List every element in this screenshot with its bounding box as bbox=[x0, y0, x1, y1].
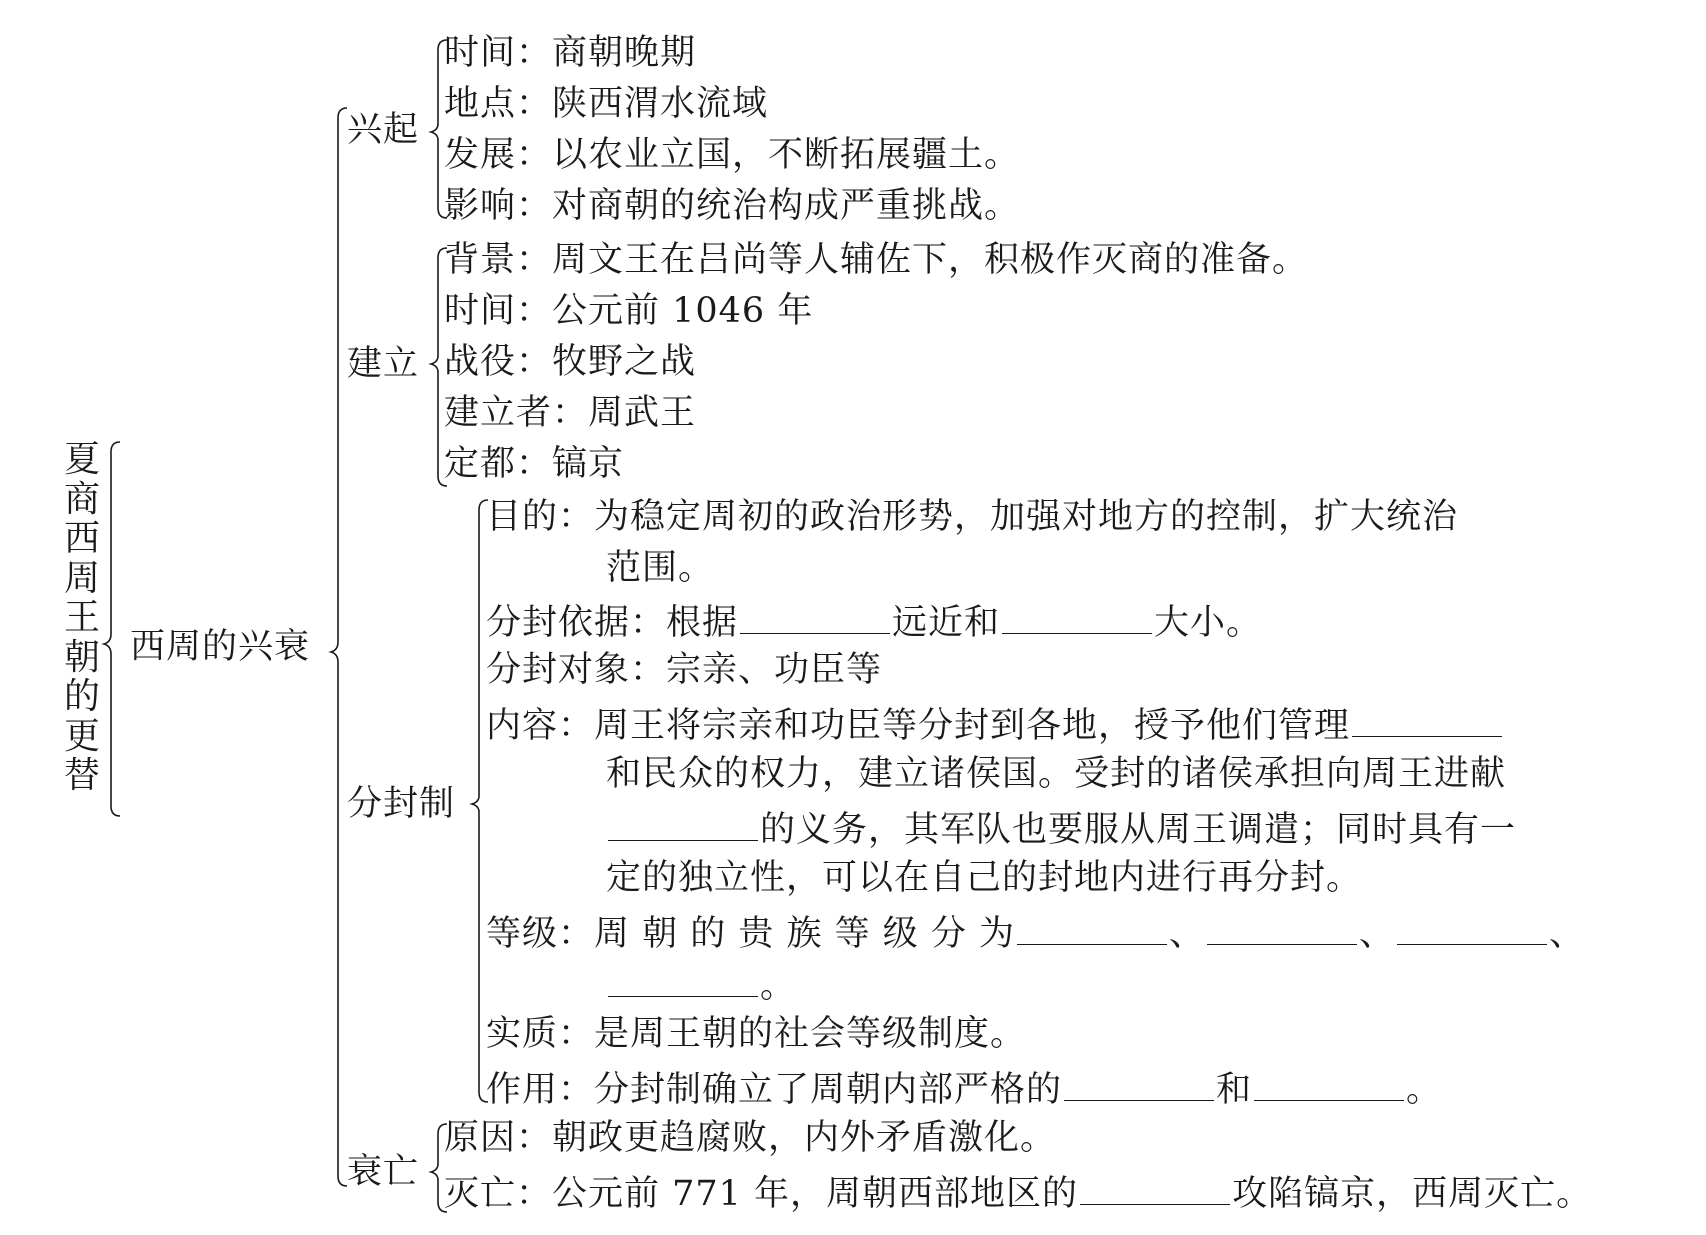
fall-suffix: 攻陷镐京，西周灭亡。 bbox=[1232, 1174, 1593, 1214]
basis-line bbox=[486, 597, 1262, 645]
purpose-line-2: 范围。 bbox=[606, 548, 715, 588]
blank-effect-1[interactable] bbox=[1064, 1064, 1214, 1101]
root-title: 夏商西周王朝的更替 bbox=[63, 439, 100, 796]
blank-fall[interactable] bbox=[1080, 1168, 1230, 1205]
founding-founder: 建立者：周武王 bbox=[444, 393, 697, 433]
content-prefix: 内容：周王将宗亲和功臣等分封到各地，授予他们管理 bbox=[486, 706, 1351, 746]
fall-prefix: 灭亡：公元前 771 年，周朝西部地区的 bbox=[444, 1174, 1079, 1214]
blank-rank-2[interactable] bbox=[1207, 908, 1357, 945]
bracket-topic bbox=[331, 108, 347, 1186]
basis-end: 大小。 bbox=[1154, 603, 1263, 643]
content-line-1 bbox=[486, 700, 1504, 748]
blank-effect-2[interactable] bbox=[1254, 1064, 1404, 1101]
basis-mid: 远近和 bbox=[892, 603, 1001, 643]
content-line-3 bbox=[606, 804, 1516, 852]
content-line-3-text: 的义务，其军队也要服从周王调遣；同时具有一 bbox=[760, 810, 1517, 850]
bracket-root bbox=[104, 442, 120, 816]
fengjian-label: 分封制 bbox=[347, 784, 456, 824]
rank-period: 。 bbox=[760, 966, 797, 1006]
rise-development: 发展：以农业立国，不断拓展疆土。 bbox=[444, 135, 1021, 175]
content-line-2: 和民众的权力，建立诸侯国。受封的诸侯承担向周王进献 bbox=[606, 754, 1507, 794]
blank-rank-4[interactable] bbox=[608, 960, 758, 997]
rank-prefix: 等级：周 朝 的 贵 族 等 级 分 为 bbox=[486, 914, 1016, 954]
effect-prefix: 作用：分封制确立了周朝内部严格的 bbox=[486, 1070, 1063, 1110]
rank-line-2 bbox=[606, 960, 796, 1008]
rank-sep-1: 、 bbox=[1169, 914, 1206, 954]
blank-rank-3[interactable] bbox=[1397, 908, 1547, 945]
rise-label: 兴起 bbox=[347, 110, 420, 150]
decline-fall bbox=[444, 1168, 1592, 1216]
rank-line-1 bbox=[486, 908, 1585, 956]
essence-line: 实质：是周王朝的社会等级制度。 bbox=[486, 1014, 1027, 1054]
rise-place: 地点：陕西渭水流域 bbox=[444, 84, 769, 124]
blank-content-1[interactable] bbox=[1352, 700, 1502, 737]
effect-line bbox=[486, 1064, 1442, 1112]
rank-sep-3: 、 bbox=[1549, 914, 1586, 954]
founding-label: 建立 bbox=[347, 344, 420, 384]
decline-label: 衰亡 bbox=[347, 1152, 420, 1192]
rank-sep-2: 、 bbox=[1359, 914, 1396, 954]
rise-time: 时间：商朝晚期 bbox=[444, 33, 697, 73]
founding-background: 背景：周文王在吕尚等人辅佐下，积极作灭商的准备。 bbox=[444, 240, 1309, 280]
blank-basis-1[interactable] bbox=[740, 597, 890, 634]
blank-rank-1[interactable] bbox=[1017, 908, 1167, 945]
topic-title: 西周的兴衰 bbox=[130, 627, 311, 667]
founding-time: 时间：公元前 1046 年 bbox=[444, 291, 814, 331]
founding-battle: 战役：牧野之战 bbox=[444, 342, 697, 382]
effect-mid: 和 bbox=[1216, 1070, 1253, 1110]
basis-prefix: 分封依据：根据 bbox=[486, 603, 739, 643]
founding-capital: 定都：镐京 bbox=[444, 444, 625, 484]
content-line-4: 定的独立性，可以在自己的封地内进行再分封。 bbox=[606, 858, 1363, 898]
objects-line: 分封对象：宗亲、功臣等 bbox=[486, 650, 883, 690]
purpose-line-1: 目的：为稳定周初的政治形势，加强对地方的控制，扩大统治 bbox=[486, 497, 1459, 537]
blank-content-2[interactable] bbox=[608, 804, 758, 841]
blank-basis-2[interactable] bbox=[1002, 597, 1152, 634]
effect-period: 。 bbox=[1406, 1070, 1443, 1110]
rise-impact: 影响：对商朝的统治构成严重挑战。 bbox=[444, 186, 1021, 226]
decline-cause: 原因：朝政更趋腐败，内外矛盾激化。 bbox=[444, 1118, 1057, 1158]
